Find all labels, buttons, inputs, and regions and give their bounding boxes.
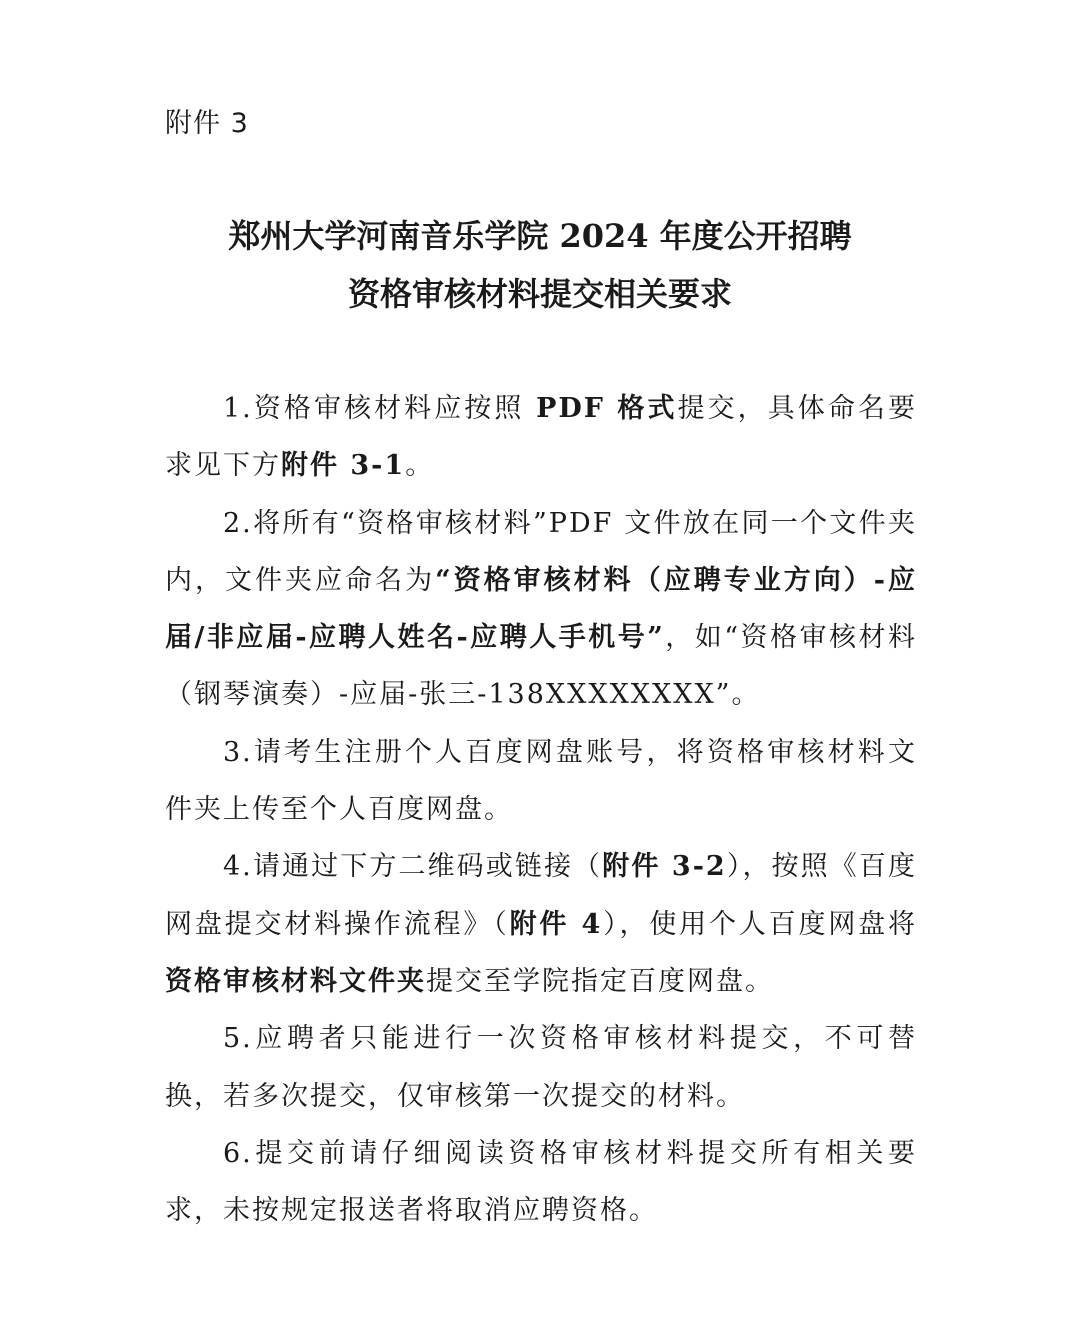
text-run: 。 (405, 450, 435, 482)
text-run-bold: 附件 3-2 (602, 851, 727, 883)
document-title-line-1: 郑州大学河南音乐学院 2024 年度公开招聘 (228, 217, 852, 255)
requirement-paragraph-6 (165, 1125, 917, 1240)
text-run-bold: 附件 4 (509, 908, 603, 940)
requirement-paragraph-3 (165, 724, 917, 839)
requirement-paragraph-1 (165, 380, 917, 495)
text-run-bold: “资格审核材料（应聘专业方向）-应届/非应届-应聘人姓名-应聘人手机号” (165, 564, 917, 654)
requirement-paragraph-2 (165, 495, 917, 724)
text-run: 提交至学院指定百度网盘。 (426, 965, 774, 997)
attachment-label: 附件 3 (165, 108, 249, 139)
requirements-body (165, 380, 917, 1239)
text-run: 4.请通过下方二维码或链接（ (223, 851, 603, 883)
text-run-bold: PDF 格式 (536, 393, 678, 424)
requirement-paragraph-5 (165, 1010, 917, 1125)
text-run: ），按照《百度网盘提交材料操作流程》（ (165, 851, 917, 940)
text-run: ），使用个人百度网盘将 (602, 908, 918, 940)
text-run-bold: 资格审核材料文件夹 (165, 965, 426, 997)
text-run: 1.资格审核材料应按照 (223, 393, 537, 424)
text-run: 2.将所有“资格审核材料”PDF 文件放在同一个文件夹内，文件夹应命名为 (165, 507, 917, 596)
text-run: 提交，具体命名要求见下方 (165, 393, 917, 482)
text-run: ，如“资格审核材料（钢琴演奏）-应届-张三-138XXXXXXXX”。 (165, 622, 917, 711)
document-title-line-2: 资格审核材料提交相关要求 (347, 275, 732, 313)
text-run-bold: 附件 3-1 (281, 450, 406, 482)
text-run: 5.应聘者只能进行一次资格审核材料提交，不可替换，若多次提交，仅审核第一次提交的材料。 (165, 1023, 917, 1112)
text-run: 3.请考生注册个人百度网盘账号，将资格审核材料文件夹上传至个人百度网盘。 (165, 736, 917, 826)
text-run: 6.提交前请仔细阅读资格审核材料提交所有相关要求，未按规定报送者将取消应聘资格。 (165, 1137, 917, 1227)
requirement-paragraph-4 (165, 838, 917, 1010)
